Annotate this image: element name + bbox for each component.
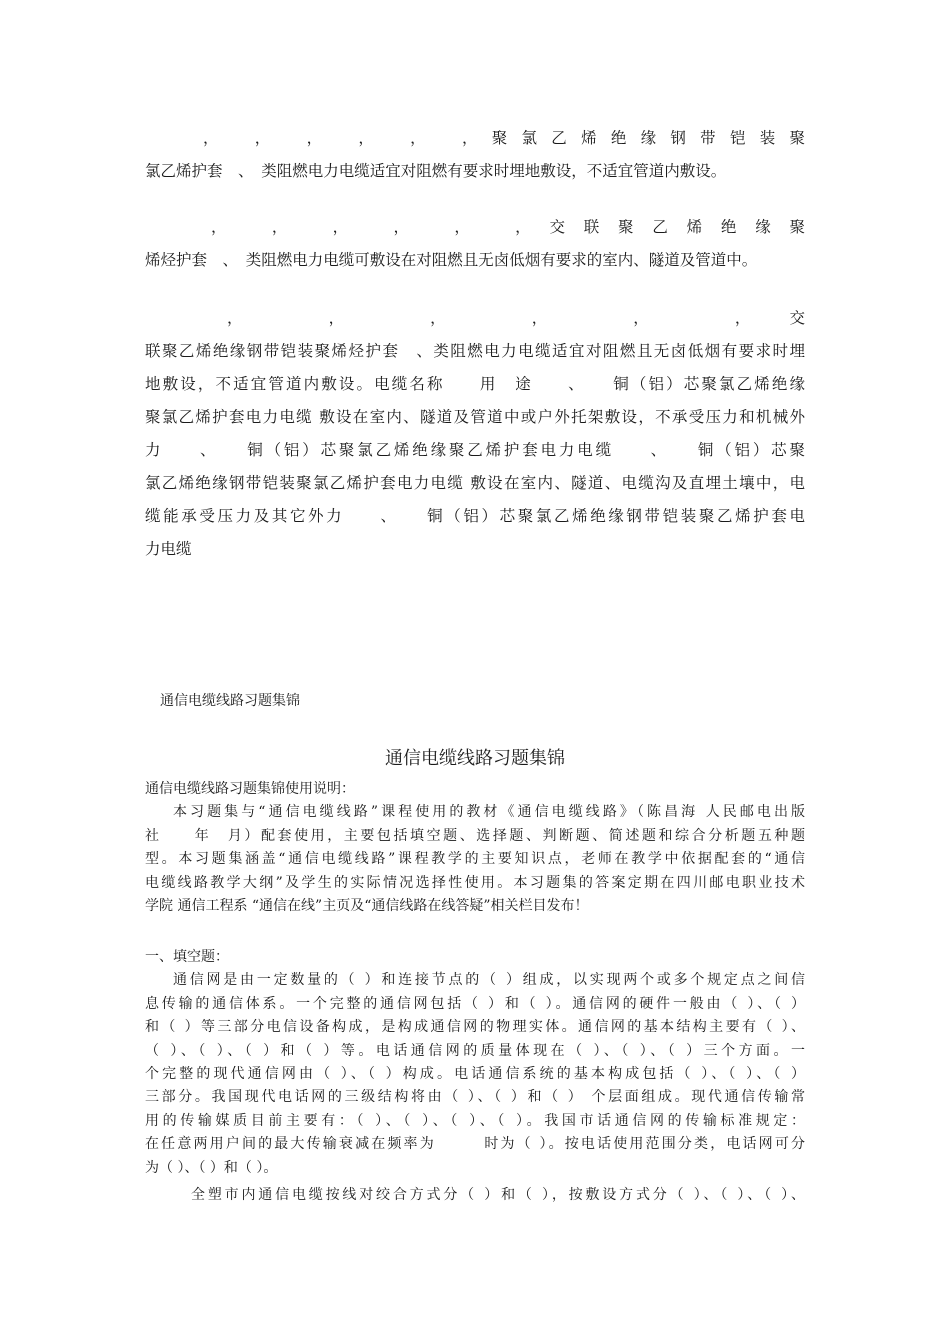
text-line: 为（ ）、（ ）和（ ）。 bbox=[145, 1159, 278, 1176]
text-line: 在任意两用户间的最大传输衰减在频率为 时为（ ）。按电话使用范围分类，电话网可分 bbox=[145, 1136, 805, 1153]
document-title: 通信电缆线路习题集锦 bbox=[385, 748, 565, 769]
text-line: 聚氯乙烯护套电力电缆 敷设在室内、隧道及管道中或户外托架敷设，不承受压力和机械外 bbox=[145, 408, 805, 426]
text-line: 息传输的通信体系。一个完整的通信网包括（ ）和（ ）。通信网的硬件一般由（ ）、（ ） bbox=[145, 995, 805, 1012]
page-footer-title: 通信电缆线路习题集锦 bbox=[160, 693, 300, 709]
text-line: ， ， ， ， ， ，交联聚乙烯绝缘聚 bbox=[211, 218, 805, 236]
fill-in-section bbox=[145, 946, 805, 1207]
text-line: ， ， ， ， ， ，交 bbox=[227, 309, 805, 327]
text-line: 和（ ）等三部分电信设备构成，是构成通信网的物理实体。通信网的基本结构主要有（ ）、 bbox=[145, 1019, 805, 1036]
text-line: 联聚乙烯绝缘钢带铠装聚烯烃护套 、类阻燃电力电缆适宜对阻燃且无卤低烟有要求时埋 bbox=[145, 342, 805, 360]
text-line: 通信网是由一定数量的（ ）和连接节点的（ ）组成，以实现两个或多个规定点之间信 bbox=[173, 972, 805, 989]
text-line: 三部分。我国现代电话网的三级结构将由（ ）、（ ）和（ ） 个层面组成。现代通信传输常 bbox=[145, 1089, 805, 1106]
text-line: 个完整的现代通信网由（ ）、（ ）构成。电话通信系统的基本构成包括（ ）、（ ）、（ ） bbox=[145, 1065, 805, 1082]
text-line: 社 年 月）配套使用，主要包括填空题、选择题、判断题、简述题和综合分析题五种题 bbox=[145, 827, 805, 844]
text-line: （ ）、（ ）、（ ）和（ ）等。电话通信网的质量体现在（ ）、（ ）、（ ）三个方面。一 bbox=[145, 1042, 805, 1059]
paragraph-3 bbox=[145, 302, 805, 566]
text-line: 缆能承受压力及其它外力 、 铜（铝）芯聚氯乙烯绝缘钢带铠装聚乙烯护套电 bbox=[145, 507, 805, 525]
intro-heading: 通信电缆线路习题集锦使用说明： bbox=[145, 781, 355, 797]
paragraph-2 bbox=[145, 211, 805, 277]
text-line: 力电缆 bbox=[145, 540, 192, 558]
text-line: 烯烃护套 、 类阻燃电力电缆可敷设在对阻燃且无卤低烟有要求的室内、隧道及管道中。 bbox=[145, 251, 758, 269]
text-line: 全塑市内通信电缆按线对绞合方式分（ ）和（ ），按敷设方式分（ ）、（ ）、（ ）、 bbox=[191, 1186, 805, 1203]
text-line: 力 、 铜（铝）芯聚氯乙烯绝缘聚乙烯护套电力电缆 、 铜（铝）芯聚 bbox=[145, 441, 805, 459]
paragraph-1 bbox=[145, 122, 805, 188]
text-line: 氯乙烯护套 、 类阻燃电力电缆适宜对阻燃有要求时埋地敷设，不适宜管道内敷设。 bbox=[145, 162, 727, 180]
text-line: 学院 通信工程系 “通信在线”主页及“通信线路在线答疑”相关栏目发布！ bbox=[145, 897, 589, 914]
text-line: 地敷设，不适宜管道内敷设。电缆名称 用 途 、 铜（铝）芯聚氯乙烯绝缘 bbox=[145, 375, 805, 393]
text-line: ， ， ， ， ， ，聚氯乙烯绝缘钢带铠装聚 bbox=[203, 129, 805, 147]
text-line: 氯乙烯绝缘钢带铠装聚氯乙烯护套电力电缆 敷设在室内、隧道、电缆沟及直埋土壤中，电 bbox=[145, 474, 805, 492]
text-line: 电缆线路教学大纲”及学生的实际情况选择性使用。本习题集的答案定期在四川邮电职业技术 bbox=[145, 874, 805, 891]
section-heading: 一、填空题： bbox=[145, 949, 229, 965]
intro-section bbox=[145, 778, 805, 918]
text-line: 本习题集与“通信电缆线路”课程使用的教材《通信电缆线路》（陈昌海 人民邮电出版 bbox=[173, 804, 805, 821]
text-line: 型。本习题集涵盖“通信电缆线路”课程教学的主要知识点，老师在教学中依据配套的“通信 bbox=[145, 851, 805, 868]
text-line: 用的传输媒质目前主要有：（ ）、（ ）、（ ）、（ ）。我国市话通信网的传输标准规定： bbox=[145, 1112, 805, 1129]
